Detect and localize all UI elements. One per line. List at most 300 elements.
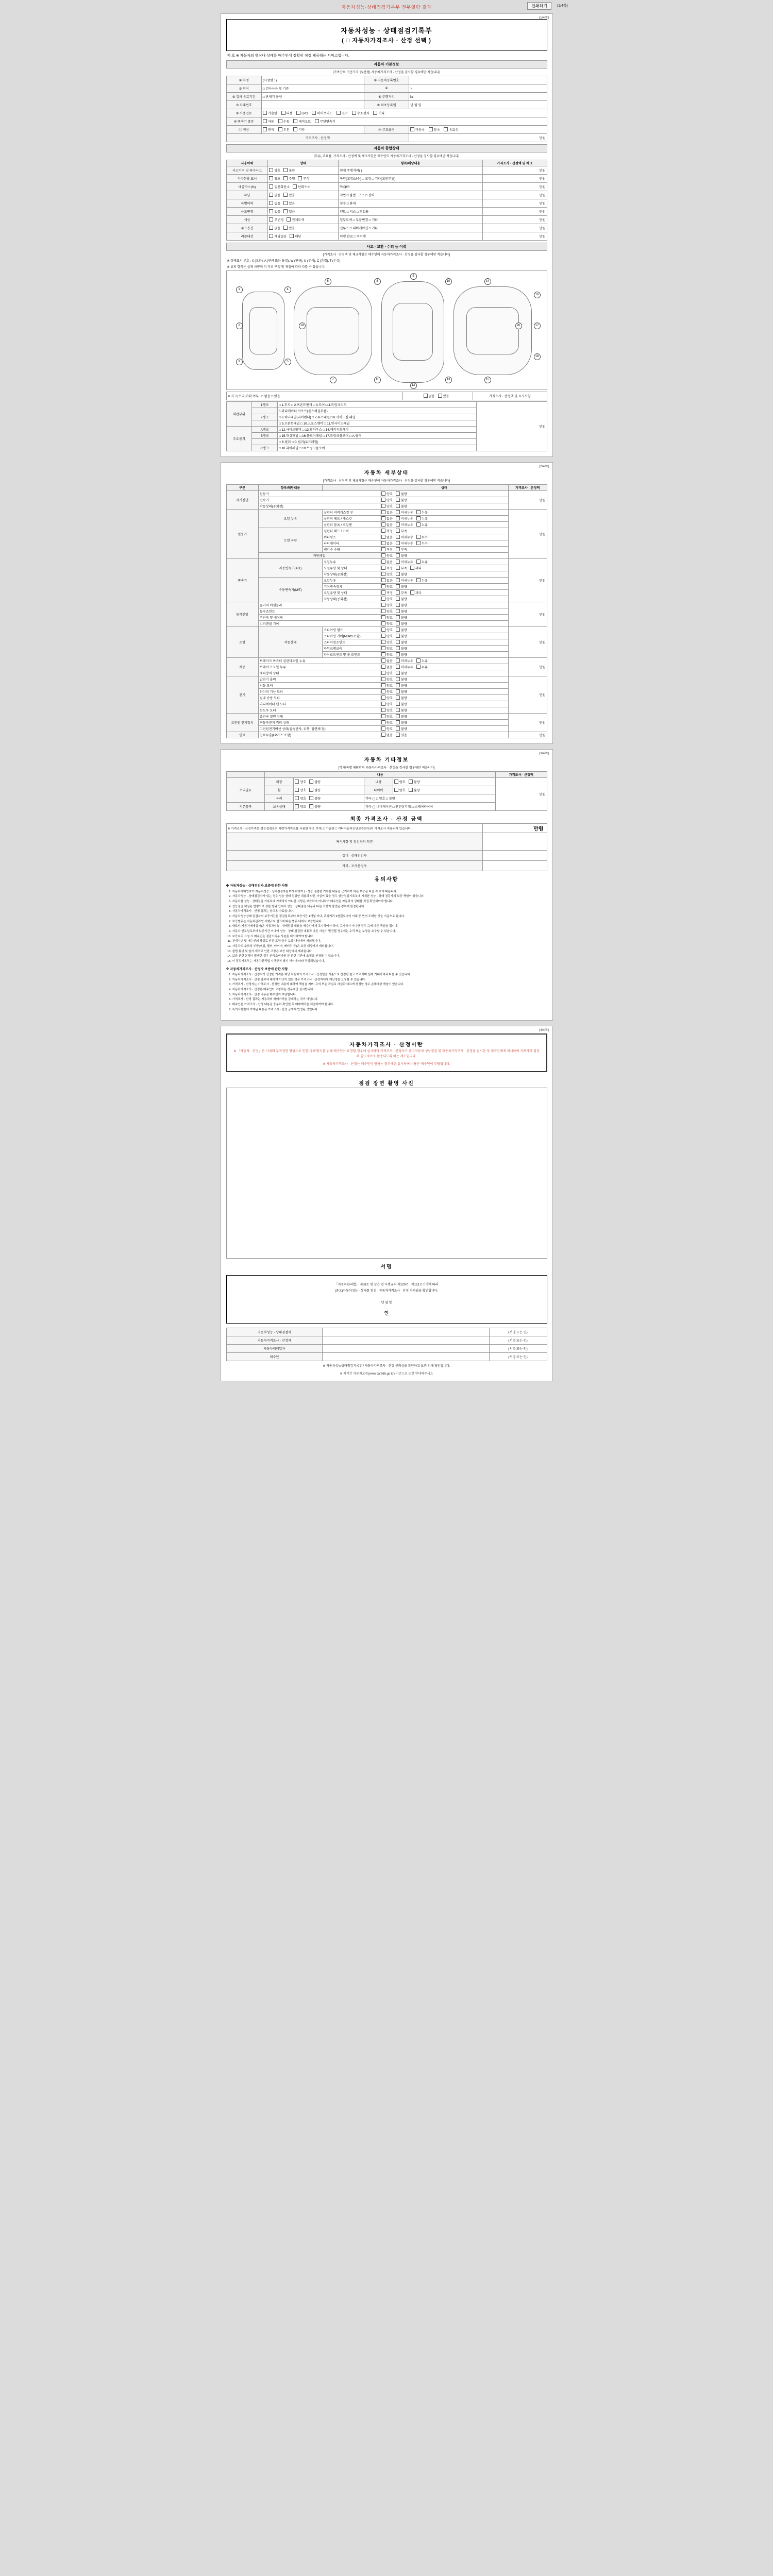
checkbox-icon[interactable] xyxy=(396,726,400,731)
basic-r3-v2[interactable]: 년 월 일 xyxy=(409,101,547,109)
cond-r2-c2[interactable] xyxy=(268,183,339,191)
d5-i2-opts[interactable] xyxy=(380,670,509,676)
cond-r8-c2[interactable] xyxy=(268,232,339,241)
d6-i4-opts[interactable] xyxy=(380,701,509,707)
color-options[interactable] xyxy=(261,126,364,134)
checkbox-icon[interactable] xyxy=(283,168,288,172)
d3-i0-opts[interactable] xyxy=(380,602,509,608)
checkbox-icon[interactable] xyxy=(396,677,400,681)
d0-i0-opts[interactable] xyxy=(380,491,509,497)
checkbox-icon[interactable] xyxy=(396,597,400,601)
checkbox-icon[interactable] xyxy=(410,127,414,131)
checkbox-icon[interactable] xyxy=(416,560,421,564)
d1-i0-opts[interactable] xyxy=(380,510,509,516)
checkbox-icon[interactable] xyxy=(424,394,428,398)
acc-g1-r0-txt[interactable]: □ 12.사이드멤버 □ 13.휠하우스 □ 14.패키지트레이 xyxy=(278,427,477,433)
d1-i3-o0: 적정 xyxy=(386,530,393,533)
detail-sec-5-amt[interactable]: 만원 xyxy=(508,658,547,676)
checkbox-icon[interactable] xyxy=(396,560,400,564)
checkbox-icon[interactable] xyxy=(396,522,400,527)
cond-r8-amt[interactable]: 만원 xyxy=(483,232,547,241)
body-opt-1-label: 등록 xyxy=(433,128,440,132)
checkbox-icon[interactable] xyxy=(416,510,421,514)
checkbox-icon[interactable] xyxy=(381,566,385,570)
d0-i2-opts[interactable] xyxy=(380,503,509,510)
checkbox-icon[interactable] xyxy=(381,516,385,520)
basic-r2-v1[interactable]: □ 판매기 용량 xyxy=(261,93,364,101)
checkbox-icon[interactable] xyxy=(381,492,385,496)
checkbox-icon[interactable] xyxy=(381,510,385,514)
inspector-value[interactable] xyxy=(483,851,547,861)
checkbox-icon[interactable] xyxy=(396,628,400,632)
condition-band: 자동차 종합상태 xyxy=(226,144,547,152)
checkbox-icon[interactable] xyxy=(381,572,385,576)
transmission-options[interactable] xyxy=(261,117,547,126)
checkbox-icon[interactable] xyxy=(381,658,385,663)
checkbox-icon[interactable] xyxy=(396,578,400,582)
checkbox-icon[interactable] xyxy=(396,640,400,644)
basic-r2-v2[interactable]: ㎞ xyxy=(409,93,547,101)
cond-r7-amt[interactable]: 만원 xyxy=(483,224,547,232)
d1-i2-opts[interactable] xyxy=(380,522,509,528)
checkbox-icon[interactable] xyxy=(396,658,400,663)
checkbox-icon[interactable] xyxy=(381,689,385,693)
d2-i6-opts[interactable] xyxy=(380,596,509,602)
checkbox-icon[interactable] xyxy=(381,603,385,607)
checkbox-icon[interactable] xyxy=(293,119,297,123)
sig-row-0-name[interactable]: (서명 또는 인) xyxy=(489,1328,547,1336)
d1-i4-opts[interactable] xyxy=(380,534,509,540)
fuel-options[interactable] xyxy=(261,109,547,117)
checkbox-icon[interactable] xyxy=(396,708,400,712)
checkbox-icon[interactable] xyxy=(381,560,385,564)
accident-amount[interactable]: 만원 xyxy=(476,402,547,451)
d5-i0-opts[interactable] xyxy=(380,658,509,664)
d2-i1-sub: 오일유량 및 상태 xyxy=(323,565,380,571)
checkbox-icon[interactable] xyxy=(396,696,400,700)
d7-i1-opts[interactable] xyxy=(380,720,509,726)
checkbox-icon[interactable] xyxy=(381,553,385,557)
checkbox-icon[interactable] xyxy=(396,714,400,718)
checkbox-icon[interactable] xyxy=(283,193,288,197)
cond-r4-c2[interactable] xyxy=(268,199,339,208)
checkbox-icon[interactable] xyxy=(396,671,400,675)
checkbox-icon[interactable] xyxy=(396,689,400,693)
diagram-point-12[interactable]: 12 xyxy=(410,382,417,389)
checkbox-icon[interactable] xyxy=(283,176,288,180)
accident-sub1[interactable]: ※ 사고(수리)이력 여부 : □ 없음 □ 있음 xyxy=(226,392,402,400)
etc-r1-opts1[interactable] xyxy=(294,786,364,794)
checkbox-icon[interactable] xyxy=(396,541,400,545)
checkbox-icon[interactable] xyxy=(381,726,385,731)
checkbox-icon[interactable] xyxy=(396,733,400,737)
final-price-value[interactable]: 만원 xyxy=(483,824,547,833)
d2-i1-opts[interactable] xyxy=(380,565,509,571)
checkbox-icon[interactable] xyxy=(396,603,400,607)
checkbox-icon[interactable] xyxy=(381,677,385,681)
checkbox-icon[interactable] xyxy=(295,804,299,808)
basic-r2-label2: ⑥ 주행거리 xyxy=(364,93,409,101)
checkbox-icon[interactable] xyxy=(337,111,341,115)
sig-row-1-name[interactable]: (서명 또는 인) xyxy=(489,1336,547,1345)
d5-i2-o1: 불량 xyxy=(401,672,407,675)
checkbox-icon[interactable] xyxy=(381,640,385,644)
checkbox-icon[interactable] xyxy=(269,201,273,205)
diagram-point-18[interactable]: 18 xyxy=(534,353,541,360)
checkbox-icon[interactable] xyxy=(381,621,385,625)
d6-i1-opts[interactable] xyxy=(380,683,509,689)
diagram-point-2[interactable]: 2 xyxy=(236,323,243,329)
checkbox-icon[interactable] xyxy=(409,788,413,792)
checkbox-icon[interactable] xyxy=(396,615,400,619)
checkbox-icon[interactable] xyxy=(416,578,421,582)
checkbox-icon[interactable] xyxy=(381,522,385,527)
checkbox-icon[interactable] xyxy=(416,535,421,539)
diagram-point-15[interactable]: 15 xyxy=(484,377,491,383)
d6-i2-opts[interactable] xyxy=(380,689,509,695)
basic-r0-v2[interactable] xyxy=(409,76,547,84)
cond-r3-c3[interactable] xyxy=(339,191,483,199)
checkbox-icon[interactable] xyxy=(373,111,377,115)
cond-r0-c3[interactable]: 현재 주행거리( ) xyxy=(339,166,483,175)
acc-g1-r2-txt[interactable]: □ B.필러 □ C.필러(루프레일) xyxy=(278,439,477,445)
accident-sub1-opt[interactable] xyxy=(402,392,473,400)
checkbox-icon[interactable] xyxy=(396,553,400,557)
checkbox-icon[interactable] xyxy=(394,779,398,784)
checkbox-icon[interactable] xyxy=(396,652,400,656)
checkbox-icon[interactable] xyxy=(381,529,385,533)
checkbox-icon[interactable] xyxy=(315,119,319,123)
checkbox-icon[interactable] xyxy=(296,111,300,115)
basic-price-value[interactable]: 만원 xyxy=(409,134,547,142)
d4-i0-opts[interactable] xyxy=(380,627,509,633)
checkbox-icon[interactable] xyxy=(416,541,421,545)
d1-i6-opts[interactable] xyxy=(380,547,509,553)
d0-i1-opts[interactable] xyxy=(380,497,509,503)
checkbox-icon[interactable] xyxy=(309,779,313,784)
detail-sec-0-amt[interactable]: 만원 xyxy=(508,491,547,510)
basic-r0-v1[interactable]: (사양명 : ) xyxy=(261,76,364,84)
checkbox-icon[interactable] xyxy=(381,634,385,638)
checkbox-icon[interactable] xyxy=(309,804,313,808)
checkbox-icon[interactable] xyxy=(295,796,299,800)
checkbox-icon[interactable] xyxy=(396,572,400,576)
etc-r3-c4[interactable]: 기타 ( ) 네비게이션 □ 안전삼각대 □ 스페어타이어 xyxy=(364,803,495,811)
d5-i0-o1: 미세누유 xyxy=(401,659,413,663)
checkbox-icon[interactable] xyxy=(438,394,442,398)
cond-r7-c2[interactable] xyxy=(268,224,339,232)
checkbox-icon[interactable] xyxy=(269,234,273,238)
cond-r0-amt[interactable]: 만원 xyxy=(483,166,547,175)
checkbox-icon[interactable] xyxy=(381,683,385,687)
checkbox-icon[interactable] xyxy=(269,176,273,180)
checkbox-icon[interactable] xyxy=(381,646,385,650)
checkbox-icon[interactable] xyxy=(381,733,385,737)
checkbox-icon[interactable] xyxy=(295,788,299,792)
d7-i0-opts[interactable] xyxy=(380,714,509,720)
diagram-point-1[interactable]: 1 xyxy=(236,286,243,293)
checkbox-icon[interactable] xyxy=(269,168,273,172)
cond-r8-c3[interactable]: 이행 완료 □ 미이행 xyxy=(339,232,483,241)
diagram-point-8[interactable]: 8 xyxy=(374,278,381,285)
checkbox-icon[interactable] xyxy=(293,184,297,189)
checkbox-icon[interactable] xyxy=(396,516,400,520)
d1-i3-opts[interactable] xyxy=(380,528,509,534)
print-button[interactable]: 인쇄하기 xyxy=(527,2,551,10)
d1-i1-opts[interactable] xyxy=(380,516,509,522)
checkbox-icon[interactable] xyxy=(381,628,385,632)
checkbox-icon[interactable] xyxy=(394,788,398,792)
detail-sec-3-amt[interactable]: 만원 xyxy=(508,602,547,627)
checkbox-icon[interactable] xyxy=(309,788,313,792)
cond-r3-c2[interactable] xyxy=(268,191,339,199)
d2-i4-opts[interactable] xyxy=(380,584,509,590)
cond-r1-amt[interactable]: 만원 xyxy=(483,175,547,183)
checkbox-icon[interactable] xyxy=(263,111,267,115)
d4-i3-opts[interactable] xyxy=(380,646,509,652)
d8-i0-opts[interactable] xyxy=(380,732,509,738)
d7-i2-opts[interactable] xyxy=(380,726,509,732)
checkbox-icon[interactable] xyxy=(396,702,400,706)
sig-row-0-input[interactable] xyxy=(323,1328,489,1336)
d4-i4-opts[interactable] xyxy=(380,652,509,658)
checkbox-icon[interactable] xyxy=(396,590,400,595)
cond-r1-c2[interactable] xyxy=(268,175,339,183)
body-opt-2 xyxy=(444,127,458,132)
checkbox-icon[interactable] xyxy=(278,127,282,131)
d3-i1-opts[interactable] xyxy=(380,608,509,615)
d3-i2-opts[interactable] xyxy=(380,615,509,621)
checkbox-icon[interactable] xyxy=(381,535,385,539)
sig-row-2-input[interactable] xyxy=(323,1345,489,1353)
cond-r7-c3[interactable]: 선루프 □ 내비게이션 □ 기타 xyxy=(339,224,483,232)
checkbox-icon[interactable] xyxy=(410,566,414,570)
cond-r2-c3[interactable]: % ppm xyxy=(339,183,483,191)
diagram-point-17[interactable]: 17 xyxy=(534,323,541,329)
cond-r2-amt[interactable]: 만원 xyxy=(483,183,547,191)
checkbox-icon[interactable] xyxy=(381,652,385,656)
checkbox-icon[interactable] xyxy=(396,547,400,551)
checkbox-icon[interactable] xyxy=(381,714,385,718)
checkbox-icon[interactable] xyxy=(309,796,313,800)
detail-sec-7-amt[interactable]: 만원 xyxy=(508,714,547,732)
checkbox-icon[interactable] xyxy=(409,779,413,784)
d6-i0-opts[interactable] xyxy=(380,676,509,683)
d2-i2-opts[interactable] xyxy=(380,571,509,578)
etc-r2-opts1[interactable] xyxy=(294,794,364,803)
appraiser-value[interactable] xyxy=(483,861,547,871)
diagram-point-13[interactable]: 13 xyxy=(445,377,452,383)
d6-i5-o1: 불량 xyxy=(401,709,407,713)
detail-sec-4-amt[interactable]: 만원 xyxy=(508,627,547,658)
checkbox-icon[interactable] xyxy=(444,127,448,131)
checkbox-icon[interactable] xyxy=(283,201,288,205)
cond-r1-o1: 주행 xyxy=(289,177,295,181)
detail-sec-2-amt[interactable]: 만원 xyxy=(508,559,547,602)
acc-g1-r1-txt[interactable]: □ 15.대쉬패널 □ 16.플로어패널 □ 17.트렁크플로어 □ A.필러 xyxy=(278,433,477,439)
checkbox-icon[interactable] xyxy=(269,193,273,197)
terms-s1-item-8: 9. 자동차 인도일로부터 보증기간 이내에 성능 · 상태 점검한 내용과 다른 사실이 발견될 경우에는 수리 또는 보상을 요구할 수 있습니다. xyxy=(232,929,547,934)
diagram-point-6[interactable]: 6 xyxy=(325,278,331,285)
d2-i3-opts[interactable] xyxy=(380,578,509,584)
checkbox-icon[interactable] xyxy=(278,119,282,123)
checkbox-icon[interactable] xyxy=(396,720,400,724)
basic-r3-v1[interactable] xyxy=(261,101,364,109)
d3-i1-n: 등속조인트 xyxy=(258,608,380,615)
detail-sec-8-amt[interactable]: 만원 xyxy=(508,732,547,738)
checkbox-icon[interactable] xyxy=(287,217,291,222)
d1-i5-opts[interactable] xyxy=(380,540,509,547)
d1-i4-o2: 누수 xyxy=(421,536,428,539)
checkbox-icon[interactable] xyxy=(396,683,400,687)
diagram-point-20[interactable]: 20 xyxy=(515,323,522,329)
checkbox-icon[interactable] xyxy=(416,516,421,520)
cond-r5-c3[interactable]: 렌트 □ 리스 □ 영업용 xyxy=(339,208,483,216)
checkbox-icon[interactable] xyxy=(269,209,273,213)
body-options[interactable] xyxy=(409,126,547,134)
checkbox-icon[interactable] xyxy=(269,217,273,222)
checkbox-icon[interactable] xyxy=(396,584,400,588)
diagram-point-19[interactable]: 19 xyxy=(299,323,306,329)
cond-r5-c2[interactable] xyxy=(268,208,339,216)
checkbox-icon[interactable] xyxy=(381,498,385,502)
checkbox-icon[interactable] xyxy=(396,621,400,625)
diagram-point-14[interactable]: 14 xyxy=(484,278,491,285)
checkbox-icon[interactable] xyxy=(396,646,400,650)
d6-i5-opts[interactable] xyxy=(380,707,509,714)
checkbox-icon[interactable] xyxy=(295,779,299,784)
sig-row-3-input[interactable] xyxy=(323,1353,489,1361)
d2-i3-n: 수동변속기(M/T) xyxy=(258,578,322,602)
checkbox-icon[interactable] xyxy=(381,541,385,545)
diagram-point-3[interactable]: 3 xyxy=(236,359,243,365)
cond-r1-c3[interactable]: 복원(교정/보수) □ 교정 □ 기타(교환부위) xyxy=(339,175,483,183)
checkbox-icon[interactable] xyxy=(381,609,385,613)
d2-i0-opts[interactable] xyxy=(380,559,509,565)
checkbox-icon[interactable] xyxy=(381,720,385,724)
etc-amount-value[interactable]: 만원 xyxy=(495,778,547,811)
checkbox-icon[interactable] xyxy=(381,615,385,619)
checkbox-icon[interactable] xyxy=(381,504,385,508)
etc-r1-opts2[interactable] xyxy=(393,786,495,794)
acc-g1-r3-txt[interactable]: □ 18.리어패널 □ 19.트렁크플로어 xyxy=(278,445,477,451)
checkbox-icon[interactable] xyxy=(263,119,267,123)
checkbox-icon[interactable] xyxy=(396,504,400,508)
checkbox-icon[interactable] xyxy=(396,609,400,613)
checkbox-icon[interactable] xyxy=(381,578,385,582)
cond-r6-c2[interactable] xyxy=(268,216,339,224)
checkbox-icon[interactable] xyxy=(281,111,285,115)
basic-r1-v1[interactable]: □ 검사사용 및 기준 xyxy=(261,84,364,93)
checkbox-icon[interactable] xyxy=(381,708,385,712)
checkbox-icon[interactable] xyxy=(352,111,356,115)
etc-r0-opts1[interactable] xyxy=(294,778,364,786)
etc-r3-opts1[interactable] xyxy=(294,803,364,811)
checkbox-icon[interactable] xyxy=(290,234,294,238)
sig-row-1-input[interactable] xyxy=(323,1336,489,1345)
diagram-point-10[interactable]: 10 xyxy=(445,278,452,285)
checkbox-icon[interactable] xyxy=(416,665,421,669)
checkbox-icon[interactable] xyxy=(416,522,421,527)
checkbox-icon[interactable] xyxy=(283,226,288,230)
diagram-point-9[interactable]: 9 xyxy=(410,273,417,280)
checkbox-icon[interactable] xyxy=(396,492,400,496)
acc-g0-r0-txt[interactable]: □ 1.후드 □ 2.프론트팬더 □ 3.도어 □ 4.트렁크리드 xyxy=(278,402,477,408)
checkbox-icon[interactable] xyxy=(396,510,400,514)
d1-i7-opts[interactable] xyxy=(380,553,509,559)
checkbox-icon[interactable] xyxy=(416,658,421,663)
checkbox-icon[interactable] xyxy=(269,184,273,189)
checkbox-icon[interactable] xyxy=(396,566,400,570)
d4-i2-opts[interactable] xyxy=(380,639,509,646)
d2-i5-opts[interactable] xyxy=(380,590,509,596)
terms-s1-item-13: 14. 보증 관련 분쟁이 발생한 경우 한국소비자원 등 관련 기관에 조정을 신청할 수 있습니다. xyxy=(232,954,547,959)
checkbox-icon[interactable] xyxy=(429,127,433,131)
checkbox-icon[interactable] xyxy=(298,176,302,180)
checkbox-icon[interactable] xyxy=(396,535,400,539)
cond-r5-amt[interactable]: 만원 xyxy=(483,208,547,216)
checkbox-icon[interactable] xyxy=(263,127,267,131)
cond-r6-c3[interactable]: 일부도색 □ 부분변경 □ 기타 xyxy=(339,216,483,224)
etc-r0-opts2[interactable] xyxy=(393,778,495,786)
checkbox-icon[interactable] xyxy=(396,665,400,669)
sig-row-2-name[interactable]: (서명 또는 인) xyxy=(489,1345,547,1353)
special-notes-value[interactable] xyxy=(483,833,547,851)
checkbox-icon[interactable] xyxy=(381,665,385,669)
diagram-point-16[interactable]: 16 xyxy=(534,292,541,298)
checkbox-icon[interactable] xyxy=(293,127,297,131)
checkbox-icon[interactable] xyxy=(312,111,316,115)
detail-sec-1-amt[interactable]: 만원 xyxy=(508,510,547,559)
sig-row-3-name[interactable]: (서명 또는 인) xyxy=(489,1353,547,1361)
acc-g0-r1-txt[interactable]: 5.라디에이터 서포트(볼트체결부품) xyxy=(278,408,477,414)
diagram-point-4[interactable]: 4 xyxy=(284,286,291,293)
diagram-point-7[interactable]: 7 xyxy=(330,377,337,383)
checkbox-icon[interactable] xyxy=(410,590,414,595)
detail-sec-6-amt[interactable]: 만원 xyxy=(508,676,547,714)
checkbox-icon[interactable] xyxy=(381,702,385,706)
d6-i3-opts[interactable] xyxy=(380,695,509,701)
d2-i0-sub: 오일누유 xyxy=(323,559,380,565)
d4-i1-opts[interactable] xyxy=(380,633,509,639)
d3-i3-opts[interactable] xyxy=(380,621,509,627)
checkbox-icon[interactable] xyxy=(381,590,385,595)
checkbox-icon[interactable] xyxy=(381,671,385,675)
cond-r6-amt[interactable]: 만원 xyxy=(483,216,547,224)
etc-r2-c4[interactable]: 기타 ( ) □ 양호 □ 불량 xyxy=(364,794,495,803)
basic-r1-v2[interactable]: ~ xyxy=(409,84,547,93)
d5-i1-opts[interactable] xyxy=(380,664,509,670)
checkbox-icon[interactable] xyxy=(283,209,288,213)
acc-g0-r3-txt[interactable]: □ 9.프론트패널 □ 10.크로스멤버 □ 11.인사이드패널 xyxy=(278,420,477,427)
cond-r0-c2[interactable] xyxy=(268,166,339,175)
checkbox-icon[interactable] xyxy=(396,634,400,638)
checkbox-icon[interactable] xyxy=(396,529,400,533)
cond-r4-c3[interactable]: 침수 □ 화재 xyxy=(339,199,483,208)
checkbox-icon[interactable] xyxy=(381,597,385,601)
checkbox-icon[interactable] xyxy=(381,584,385,588)
trans-opt-1-label: 수동 xyxy=(283,120,290,124)
diagram-point-11[interactable]: 11 xyxy=(374,377,381,383)
acc-g0-r2-txt[interactable]: □ 6.퀵터패널(리어펜더) □ 7.루프패널 □ 8.사이드실 패널 xyxy=(278,414,477,420)
checkbox-icon[interactable] xyxy=(396,498,400,502)
checkbox-icon[interactable] xyxy=(381,547,385,551)
checkbox-icon[interactable] xyxy=(269,226,273,230)
cond-r3-amt[interactable]: 만원 xyxy=(483,191,547,199)
cond-r4-amt[interactable]: 만원 xyxy=(483,199,547,208)
checkbox-icon[interactable] xyxy=(381,696,385,700)
diagram-point-5[interactable]: 5 xyxy=(284,359,291,365)
